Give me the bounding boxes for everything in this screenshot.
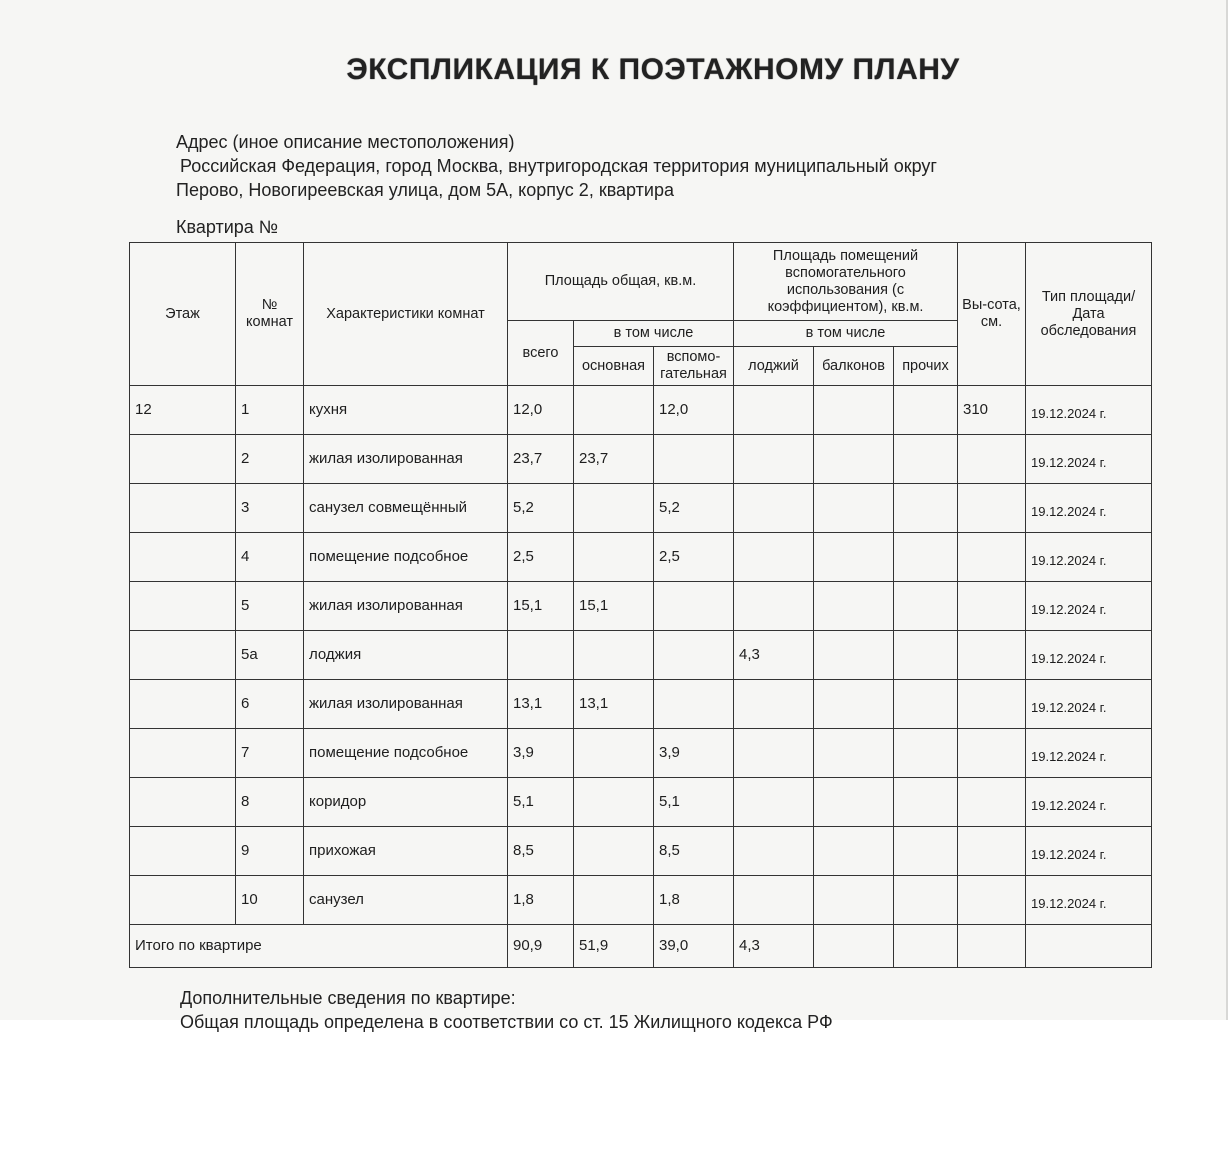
cell-characteristics: жилая изолированная <box>304 680 508 729</box>
cell-loggia <box>734 876 814 925</box>
cell-loggia <box>734 680 814 729</box>
total-aux: 39,0 <box>654 925 734 968</box>
cell-loggia <box>734 386 814 435</box>
cell-area-aux: 1,8 <box>654 876 734 925</box>
cell-area-all: 2,5 <box>508 533 574 582</box>
cell-floor <box>130 729 236 778</box>
total-date <box>1026 925 1152 968</box>
cell-area-all: 12,0 <box>508 386 574 435</box>
cell-balcony <box>814 827 894 876</box>
cell-characteristics: лоджия <box>304 631 508 680</box>
cell-floor <box>130 582 236 631</box>
cell-area-aux: 3,9 <box>654 729 734 778</box>
table-row <box>130 582 1152 631</box>
notes-heading: Дополнительные сведения по квартире: <box>180 988 516 1008</box>
cell-height <box>958 778 1026 827</box>
address-line-2: Перово, Новогиреевская улица, дом 5А, корпус 2, квартира <box>176 180 674 200</box>
cell-other <box>894 582 958 631</box>
cell-area-main <box>574 386 654 435</box>
cell-characteristics: прихожая <box>304 827 508 876</box>
table-row <box>130 729 1152 778</box>
table-header <box>130 243 1152 386</box>
cell-date: 19.12.2024 г. <box>1026 435 1152 484</box>
apartment-label: Квартира № <box>176 217 279 237</box>
cell-other <box>894 484 958 533</box>
cell-area-aux <box>654 435 734 484</box>
header-floor: Этаж <box>130 243 236 386</box>
cell-floor <box>130 876 236 925</box>
cell-room-no: 2 <box>236 435 304 484</box>
cell-area-aux <box>654 680 734 729</box>
cell-room-no: 6 <box>236 680 304 729</box>
cell-area-main <box>574 631 654 680</box>
cell-other <box>894 827 958 876</box>
cell-date: 19.12.2024 г. <box>1026 778 1152 827</box>
table-row <box>130 435 1152 484</box>
cell-floor <box>130 435 236 484</box>
header-room-no: № комнат <box>236 243 304 386</box>
cell-floor <box>130 778 236 827</box>
cell-other <box>894 435 958 484</box>
cell-floor <box>130 827 236 876</box>
cell-area-all: 8,5 <box>508 827 574 876</box>
cell-balcony <box>814 582 894 631</box>
cell-date: 19.12.2024 г. <box>1026 680 1152 729</box>
table-row <box>130 631 1152 680</box>
table-body <box>130 386 1152 925</box>
address-block <box>176 130 937 202</box>
cell-characteristics: жилая изолированная <box>304 435 508 484</box>
cell-date: 19.12.2024 г. <box>1026 484 1152 533</box>
cell-date: 19.12.2024 г. <box>1026 582 1152 631</box>
header-main: основная <box>574 347 654 386</box>
total-other <box>894 925 958 968</box>
cell-characteristics: помещение подсобное <box>304 729 508 778</box>
cell-area-main <box>574 484 654 533</box>
cell-balcony <box>814 631 894 680</box>
total-balcony <box>814 925 894 968</box>
header-loggias: лоджий <box>734 347 814 386</box>
cell-height <box>958 533 1026 582</box>
cell-other <box>894 386 958 435</box>
cell-characteristics: санузел <box>304 876 508 925</box>
cell-characteristics: жилая изолированная <box>304 582 508 631</box>
cell-area-aux <box>654 631 734 680</box>
cell-height <box>958 876 1026 925</box>
header-characteristics: Характеристики комнат <box>304 243 508 386</box>
cell-date: 19.12.2024 г. <box>1026 876 1152 925</box>
cell-loggia <box>734 729 814 778</box>
cell-room-no: 8 <box>236 778 304 827</box>
header-auxiliary: вспомо-гательная <box>654 347 734 386</box>
header-including-aux: в том числе <box>734 321 958 347</box>
header-balconies: балконов <box>814 347 894 386</box>
cell-balcony <box>814 533 894 582</box>
cell-balcony <box>814 680 894 729</box>
cell-loggia <box>734 484 814 533</box>
cell-floor <box>130 631 236 680</box>
header-height: Вы-сота, см. <box>958 243 1026 386</box>
cell-balcony <box>814 729 894 778</box>
cell-area-all: 1,8 <box>508 876 574 925</box>
cell-balcony <box>814 386 894 435</box>
header-other: прочих <box>894 347 958 386</box>
notes-text: Общая площадь определена в соответствии со ст. 15 Жилищного кодекса РФ <box>180 1012 833 1032</box>
cell-room-no: 10 <box>236 876 304 925</box>
table-row <box>130 484 1152 533</box>
total-main: 51,9 <box>574 925 654 968</box>
cell-date: 19.12.2024 г. <box>1026 827 1152 876</box>
cell-loggia <box>734 435 814 484</box>
header-aux-use-area: Площадь помещений вспомогательного использования (с коэффициентом), кв.м. <box>734 243 958 321</box>
cell-date: 19.12.2024 г. <box>1026 533 1152 582</box>
table-row <box>130 386 1152 435</box>
cell-loggia <box>734 582 814 631</box>
explication-table <box>129 242 1152 968</box>
cell-loggia <box>734 778 814 827</box>
cell-room-no: 3 <box>236 484 304 533</box>
cell-other <box>894 680 958 729</box>
cell-characteristics: кухня <box>304 386 508 435</box>
cell-height <box>958 435 1026 484</box>
cell-area-main: 13,1 <box>574 680 654 729</box>
cell-area-all <box>508 631 574 680</box>
cell-height <box>958 680 1026 729</box>
cell-area-aux: 12,0 <box>654 386 734 435</box>
cell-characteristics: помещение подсобное <box>304 533 508 582</box>
address-line-1: Российская Федерация, город Москва, внутригородская территория муниципальный округ <box>180 156 937 176</box>
cell-area-aux: 8,5 <box>654 827 734 876</box>
header-including: в том числе <box>574 321 734 347</box>
header-type-date: Тип площади/ Дата обследования <box>1026 243 1152 386</box>
cell-balcony <box>814 484 894 533</box>
cell-area-main <box>574 533 654 582</box>
cell-floor <box>130 680 236 729</box>
total-row <box>130 925 1152 968</box>
cell-area-all: 5,1 <box>508 778 574 827</box>
cell-height: 310 <box>958 386 1026 435</box>
table-row <box>130 680 1152 729</box>
cell-area-all: 23,7 <box>508 435 574 484</box>
cell-other <box>894 876 958 925</box>
cell-area-aux: 5,1 <box>654 778 734 827</box>
cell-date: 19.12.2024 г. <box>1026 631 1152 680</box>
cell-area-main: 23,7 <box>574 435 654 484</box>
document-title: ЭКСПЛИКАЦИЯ К ПОЭТАЖНОМУ ПЛАНУ <box>346 53 960 86</box>
cell-other <box>894 533 958 582</box>
cell-height <box>958 729 1026 778</box>
total-label: Итого по квартире <box>130 925 508 968</box>
header-total-all: всего <box>508 321 574 386</box>
cell-area-all: 3,9 <box>508 729 574 778</box>
cell-area-all: 13,1 <box>508 680 574 729</box>
total-all: 90,9 <box>508 925 574 968</box>
cell-room-no: 7 <box>236 729 304 778</box>
cell-area-aux: 5,2 <box>654 484 734 533</box>
cell-date: 19.12.2024 г. <box>1026 386 1152 435</box>
cell-other <box>894 778 958 827</box>
cell-characteristics: санузел совмещённый <box>304 484 508 533</box>
cell-room-no: 4 <box>236 533 304 582</box>
cell-height <box>958 631 1026 680</box>
cell-other <box>894 729 958 778</box>
cell-height <box>958 484 1026 533</box>
cell-area-main: 15,1 <box>574 582 654 631</box>
address-label: Адрес (иное описание местоположения) <box>176 132 515 152</box>
cell-floor: 12 <box>130 386 236 435</box>
cell-area-main <box>574 827 654 876</box>
cell-room-no: 9 <box>236 827 304 876</box>
cell-area-all: 5,2 <box>508 484 574 533</box>
cell-balcony <box>814 778 894 827</box>
cell-area-main <box>574 778 654 827</box>
cell-room-no: 5а <box>236 631 304 680</box>
cell-height <box>958 582 1026 631</box>
cell-loggia <box>734 533 814 582</box>
table-row <box>130 876 1152 925</box>
total-height <box>958 925 1026 968</box>
notes-block <box>180 986 833 1034</box>
cell-balcony <box>814 876 894 925</box>
cell-room-no: 5 <box>236 582 304 631</box>
cell-balcony <box>814 435 894 484</box>
cell-height <box>958 827 1026 876</box>
cell-floor <box>130 533 236 582</box>
table-row <box>130 778 1152 827</box>
table-row <box>130 533 1152 582</box>
cell-loggia: 4,3 <box>734 631 814 680</box>
table-row <box>130 827 1152 876</box>
header-total-area: Площадь общая, кв.м. <box>508 243 734 321</box>
total-loggia: 4,3 <box>734 925 814 968</box>
cell-area-main <box>574 729 654 778</box>
cell-loggia <box>734 827 814 876</box>
cell-area-main <box>574 876 654 925</box>
cell-characteristics: коридор <box>304 778 508 827</box>
cell-room-no: 1 <box>236 386 304 435</box>
cell-date: 19.12.2024 г. <box>1026 729 1152 778</box>
cell-area-all: 15,1 <box>508 582 574 631</box>
cell-floor <box>130 484 236 533</box>
cell-area-aux <box>654 582 734 631</box>
cell-other <box>894 631 958 680</box>
cell-area-aux: 2,5 <box>654 533 734 582</box>
